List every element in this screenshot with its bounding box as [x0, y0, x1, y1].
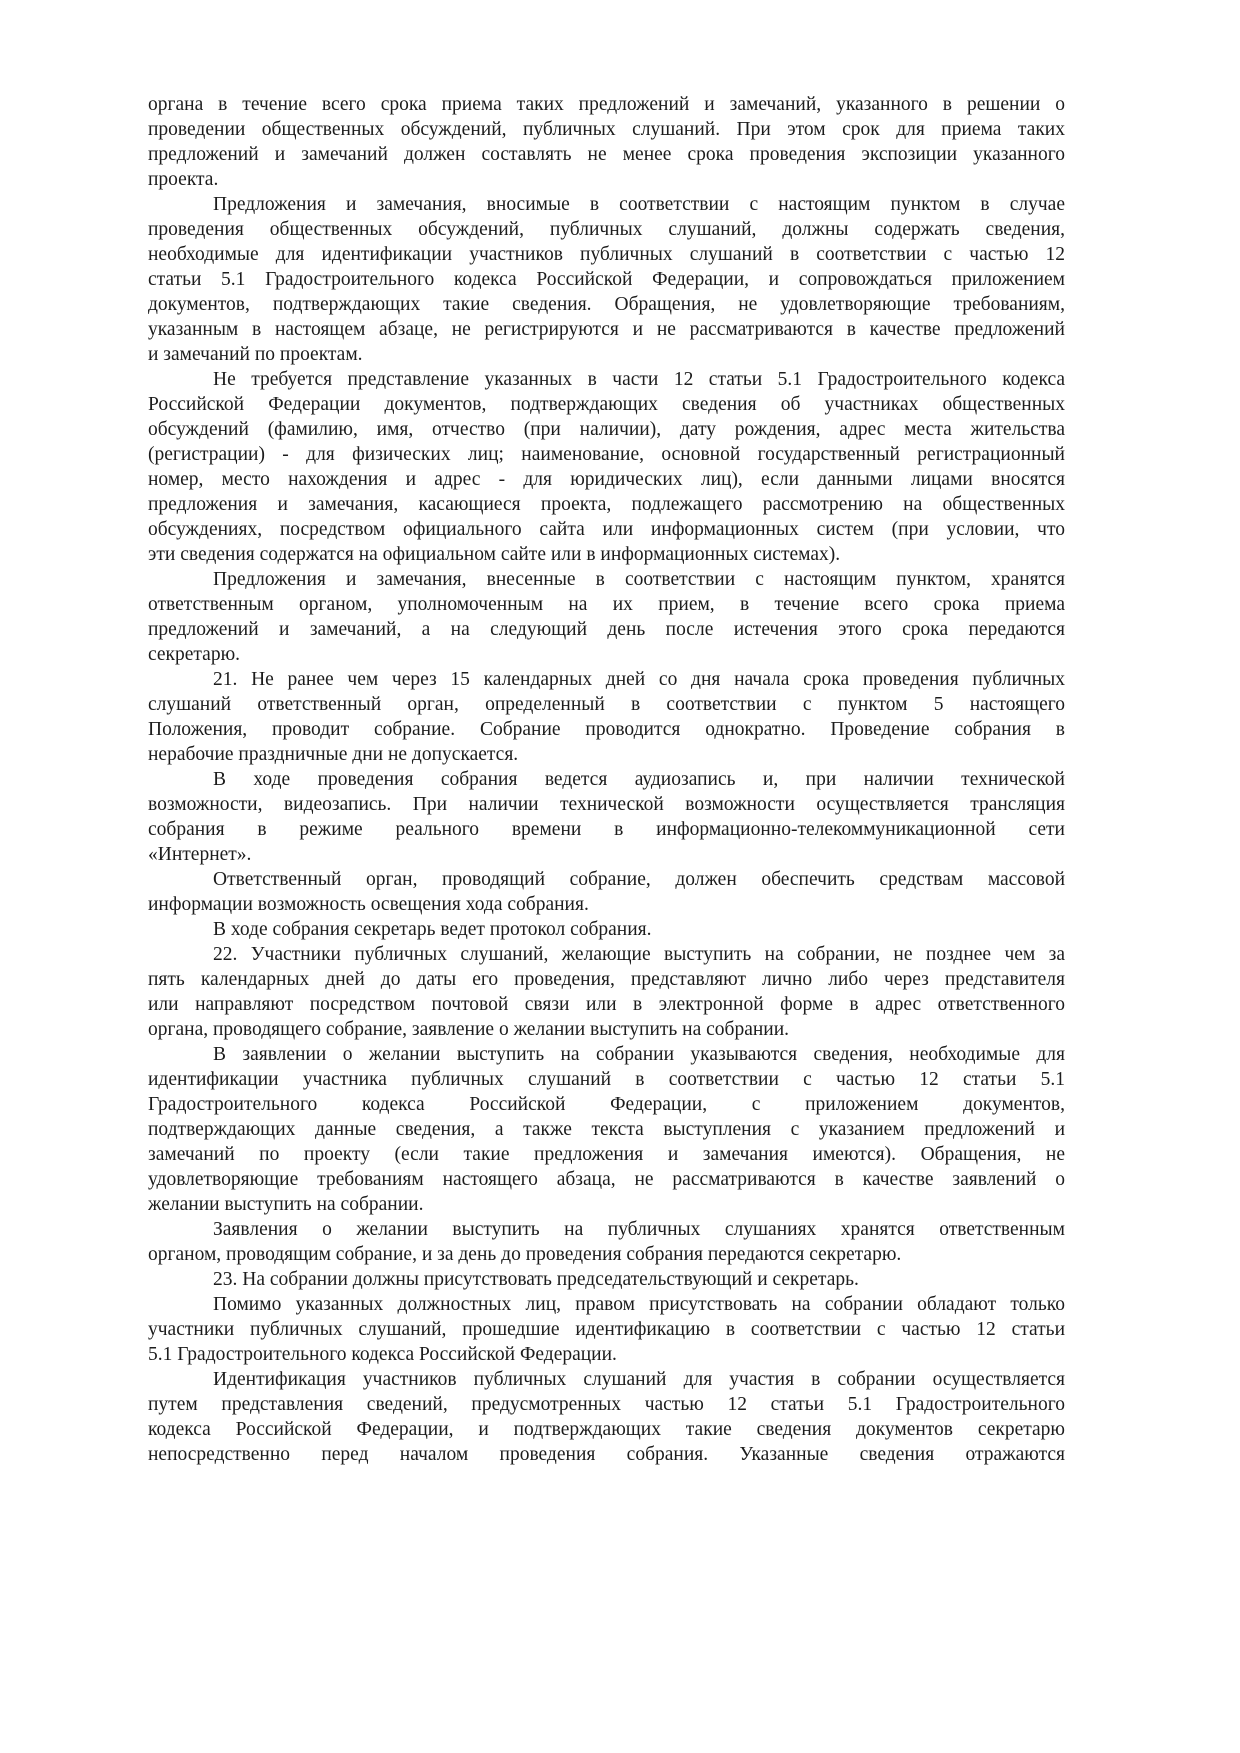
text-line: Градостроительного кодекса Российской Федерации, с приложением документов,	[148, 1094, 1065, 1115]
text-line: 5.1 Градостроительного кодекса Российской Федерации.	[148, 1344, 617, 1365]
text-line: предложений и замечаний, а на следующий день после истечения этого срока передаются	[148, 619, 1065, 640]
text-line: Ответственный орган, проводящий собрание, должен обеспечить средствам массовой	[213, 869, 1065, 890]
text-line: нерабочие праздничные дни не допускается.	[148, 744, 519, 765]
paragraph	[148, 667, 1065, 767]
paragraph	[148, 767, 1065, 867]
text-line: кодекса Российской Федерации, и подтверждающих такие сведения документов секретарю	[148, 1419, 1065, 1440]
paragraph	[148, 867, 1065, 917]
paragraph	[148, 1042, 1065, 1217]
paragraph	[148, 1267, 1065, 1292]
text-line: путем представления сведений, предусмотренных частью 12 статьи 5.1 Градостроительного	[148, 1394, 1065, 1415]
text-line: информации возможность освещения хода собрания.	[148, 894, 589, 915]
text-line: указанным в настоящем абзаце, не регистрируются и не рассматриваются в качестве предложений	[148, 319, 1065, 340]
text-line: предложений и замечаний должен составлять не менее срока проведения экспозиции указанного	[148, 144, 1065, 165]
text-line: Идентификация участников публичных слушаний для участия в собрании осуществляется	[213, 1369, 1065, 1390]
text-line: «Интернет».	[148, 844, 252, 865]
text-line: проекта.	[148, 169, 219, 190]
text-line: непосредственно перед началом проведения собрания. Указанные сведения отражаются	[148, 1444, 1065, 1465]
text-line: номер, место нахождения и адрес - для юридических лиц), если данными лицами вносятся	[148, 469, 1065, 490]
text-line: желании выступить на собрании.	[148, 1194, 424, 1215]
text-line: обсуждениях, посредством официального сайта или информационных систем (при условии, что	[148, 519, 1065, 540]
text-line: 23. На собрании должны присутствовать председательствующий и секретарь.	[213, 1269, 859, 1290]
text-line: органа в течение всего срока приема таких предложений и замечаний, указанного в решении о	[148, 94, 1065, 115]
text-line: В заявлении о желании выступить на собрании указываются сведения, необходимые для	[213, 1044, 1065, 1065]
text-line: идентификации участника публичных слушаний в соответствии с частью 12 статьи 5.1	[148, 1069, 1065, 1090]
text-line: Помимо указанных должностных лиц, правом присутствовать на собрании обладают только	[213, 1294, 1065, 1315]
text-line: и замечаний по проектам.	[148, 344, 363, 365]
text-line: В ходе проведения собрания ведется аудиозапись и, при наличии технической	[213, 769, 1065, 790]
paragraph	[148, 942, 1065, 1042]
text-line: подтверждающих данные сведения, а также текста выступления с указанием предложений и	[148, 1119, 1065, 1140]
paragraph	[148, 917, 1065, 942]
text-line: органом, проводящим собрание, и за день до проведения собрания передаются секретарю.	[148, 1244, 902, 1265]
text-line: органа, проводящего собрание, заявление о желании выступить на собрании.	[148, 1019, 790, 1040]
document-page	[148, 92, 1065, 1467]
text-line: Положения, проводит собрание. Собрание проводится однократно. Проведение собрания в	[148, 719, 1065, 740]
paragraph	[148, 367, 1065, 567]
text-line: Предложения и замечания, внесенные в соответствии с настоящим пунктом, хранятся	[213, 569, 1065, 590]
text-line: (регистрации) - для физических лиц; наименование, основной государственный регистрационный	[148, 444, 1065, 465]
text-line: или направляют посредством почтовой связи или в электронной форме в адрес ответственного	[148, 994, 1065, 1015]
text-line: Российской Федерации документов, подтверждающих сведения об участниках общественных	[148, 394, 1065, 415]
text-line: Не требуется представление указанных в части 12 статьи 5.1 Градостроительного кодекса	[213, 369, 1065, 390]
text-line: проведения общественных обсуждений, публичных слушаний, должны содержать сведения,	[148, 219, 1065, 240]
paragraph	[148, 1367, 1065, 1467]
text-line: ответственным органом, уполномоченным на их прием, в течение всего срока приема	[148, 594, 1065, 615]
paragraph	[148, 92, 1065, 192]
text-line: 22. Участники публичных слушаний, желающие выступить на собрании, не позднее чем за	[213, 944, 1065, 965]
paragraph	[148, 1292, 1065, 1367]
text-line: возможности, видеозапись. При наличии технической возможности осуществляется трансляция	[148, 794, 1065, 815]
text-line: статьи 5.1 Градостроительного кодекса Российской Федерации, и сопровождаться приложением	[148, 269, 1065, 290]
text-line: пять календарных дней до даты его проведения, представляют лично либо через представителя	[148, 969, 1065, 990]
text-line: обсуждений (фамилию, имя, отчество (при наличии), дату рождения, адрес места жительства	[148, 419, 1065, 440]
text-line: документов, подтверждающих такие сведения. Обращения, не удовлетворяющие требованиям,	[148, 294, 1065, 315]
text-line: Заявления о желании выступить на публичных слушаниях хранятся ответственным	[213, 1219, 1065, 1240]
text-line: замечаний по проекту (если такие предложения и замечания имеются). Обращения, не	[148, 1144, 1065, 1165]
paragraph	[148, 1217, 1065, 1267]
text-line: эти сведения содержатся на официальном сайте или в информационных системах).	[148, 544, 841, 565]
text-line: проведении общественных обсуждений, публичных слушаний. При этом срок для приема таких	[148, 119, 1065, 140]
paragraph	[148, 192, 1065, 367]
text-line: необходимые для идентификации участников публичных слушаний в соответствии с частью 12	[148, 244, 1065, 265]
text-line: 21. Не ранее чем через 15 календарных дней со дня начала срока проведения публичных	[213, 669, 1065, 690]
text-line: предложения и замечания, касающиеся проекта, подлежащего рассмотрению на общественных	[148, 494, 1065, 515]
text-line: В ходе собрания секретарь ведет протокол собрания.	[213, 919, 652, 940]
text-line: участники публичных слушаний, прошедшие идентификацию в соответствии с частью 12 статьи	[148, 1319, 1065, 1340]
text-line: слушаний ответственный орган, определенный в соответствии с пунктом 5 настоящего	[148, 694, 1065, 715]
text-line: Предложения и замечания, вносимые в соответствии с настоящим пунктом в случае	[213, 194, 1065, 215]
text-line: собрания в режиме реального времени в информационно-телекоммуникационной сети	[148, 819, 1065, 840]
paragraph	[148, 567, 1065, 667]
text-line: секретарю.	[148, 644, 241, 665]
text-line: удовлетворяющие требованиям настоящего абзаца, не рассматриваются в качестве заявлений о	[148, 1169, 1065, 1190]
